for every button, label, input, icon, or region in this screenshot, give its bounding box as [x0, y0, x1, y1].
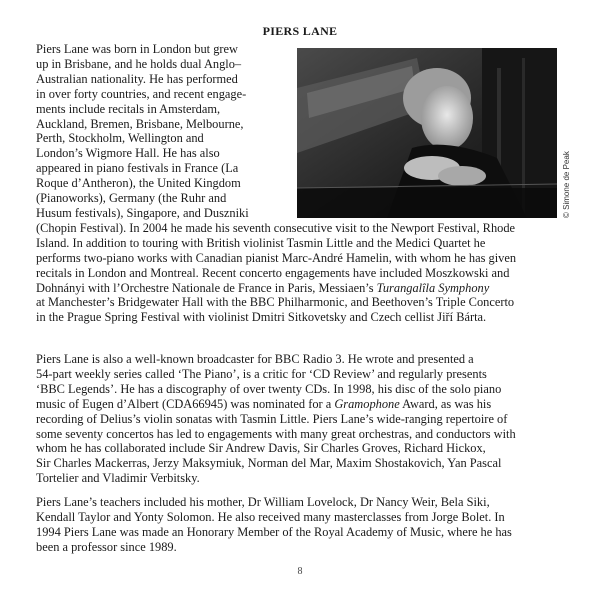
text-segment: ‘BBC Legends’. He has a discography of over twenty CDs. In 1998, his disc of the solo piano [36, 381, 502, 396]
photo-credit: © Simone de Peak [562, 151, 571, 218]
text-line [36, 146, 564, 161]
text-line [36, 540, 564, 555]
italic-title: Turangalîla Symphony [376, 280, 490, 295]
text-line [36, 102, 564, 117]
paragraph-3 [36, 495, 564, 555]
text-segment: Award, as was his [399, 396, 492, 411]
text-line [36, 427, 564, 442]
text-segment: Piers Lane is also a well-known broadcaster for BBC Radio 3. He wrote and presented a [36, 352, 474, 366]
text-line [36, 131, 564, 146]
text-segment: Sir Charles Mackerras, Jerzy Maksymiuk, Norman del Mar, Maxim Shostakovich, Yan Pascal [36, 456, 502, 471]
text-segment: whom he has collaborated include Sir Andrew Davis, Sir Charles Groves, Richard Hickox, [36, 441, 486, 456]
italic-title: Gramophone [334, 396, 400, 411]
text-segment: appeared in piano festivals in France (La [36, 161, 239, 176]
page-number: 8 [297, 566, 303, 577]
text-line [36, 57, 564, 72]
text-segment: 54-part weekly series called ‘The Piano’, is a critic for ‘CD Review’ and regularly presents [36, 366, 487, 381]
text-line [36, 310, 564, 325]
text-line [36, 367, 564, 382]
paragraph-2 [36, 352, 564, 486]
text-line [36, 352, 564, 367]
text-segment: been a professor since 1989. [36, 539, 177, 554]
text-line [36, 510, 564, 525]
text-segment: Piers Lane’s teachers included his mother, Dr William Lovelock, Dr Nancy Weir, Bela Siki, [36, 495, 490, 509]
text-segment: at Manchester’s Bridgewater Hall with the BBC Philharmonic, and Beethoven’s Triple Concerto [36, 295, 515, 310]
text-segment: up in Brisbane, and he holds dual Anglo– [36, 56, 242, 71]
text-segment: Auckland, Bremen, Brisbane, Melbourne, [36, 116, 244, 131]
page-title: PIERS LANE [262, 24, 338, 38]
text-line [36, 117, 564, 132]
text-line [36, 161, 564, 176]
text-segment: Island. In addition to touring with British violinist Tasmin Little and the Medici Quartet he [36, 235, 486, 250]
text-line [36, 221, 564, 236]
text-line [36, 495, 564, 510]
text-line [36, 266, 564, 281]
text-segment: Australian nationality. He has performed [36, 71, 238, 86]
text-segment: Dohnányi with l’Orchestre Nationale de France in Paris, Messiaen’s [36, 280, 377, 295]
text-segment: Tortelier and Vladimir Verbitsky. [36, 471, 200, 486]
text-line [36, 412, 564, 427]
text-line [36, 206, 564, 221]
text-line [36, 456, 564, 471]
text-line [36, 191, 564, 206]
text-line [36, 236, 564, 251]
text-segment: Husum festivals), Singapore, and Duszniki [36, 205, 249, 220]
text-segment: some seventy concertos has led to engagements with many great orchestras, and conductors with [36, 426, 516, 441]
text-line [36, 87, 564, 102]
text-segment: in the Prague Spring Festival with violinist Dmitri Sitkovetsky and Czech cellist Jiří Bárta. [36, 310, 487, 325]
text-line [36, 42, 564, 57]
text-segment: music of Eugen d’Albert (CDA66945) was nominated for a [36, 396, 335, 411]
paragraph-1 [36, 42, 564, 325]
text-line [36, 382, 564, 397]
text-segment: Piers Lane was born in London but grew [36, 42, 238, 56]
text-segment: recording of Delius’s violin sonatas with Tasmin Little. Piers Lane’s wide-ranging repertoire of [36, 411, 508, 426]
text-segment: 1994 Piers Lane was made an Honorary Member of the Royal Academy of Music, where he has [36, 524, 512, 539]
text-line [36, 441, 564, 456]
text-segment: London’s Wigmore Hall. He has also [36, 146, 220, 161]
text-segment: Kendall Taylor and Yonty Solomon. He also received many masterclasses from Jorge Bolet. In [36, 509, 505, 524]
text-segment: Perth, Stockholm, Wellington and [36, 131, 204, 146]
text-line [36, 72, 564, 87]
text-line [36, 281, 564, 296]
text-segment: (Chopin Festival). In 2004 he made his seventh consecutive visit to the Newport Festival, Rhode [36, 220, 516, 235]
text-segment: (Pianoworks), Germany (the Ruhr and [36, 191, 227, 206]
text-segment: ments include recitals in Amsterdam, [36, 101, 221, 116]
text-line [36, 176, 564, 191]
text-line [36, 471, 564, 486]
text-segment: recitals in London and Montreal. Recent concerto engagements have included Moszkowski and [36, 265, 510, 280]
text-line [36, 525, 564, 540]
text-segment: performs two-piano works with Canadian pianist Marc-André Hamelin, with whom he has given [36, 250, 517, 265]
text-segment: in over forty countries, and recent engage- [36, 86, 247, 101]
text-line [36, 397, 564, 412]
text-line [36, 295, 564, 310]
text-segment: Roque d’Antheron), the United Kingdom [36, 176, 241, 191]
text-line [36, 251, 564, 266]
